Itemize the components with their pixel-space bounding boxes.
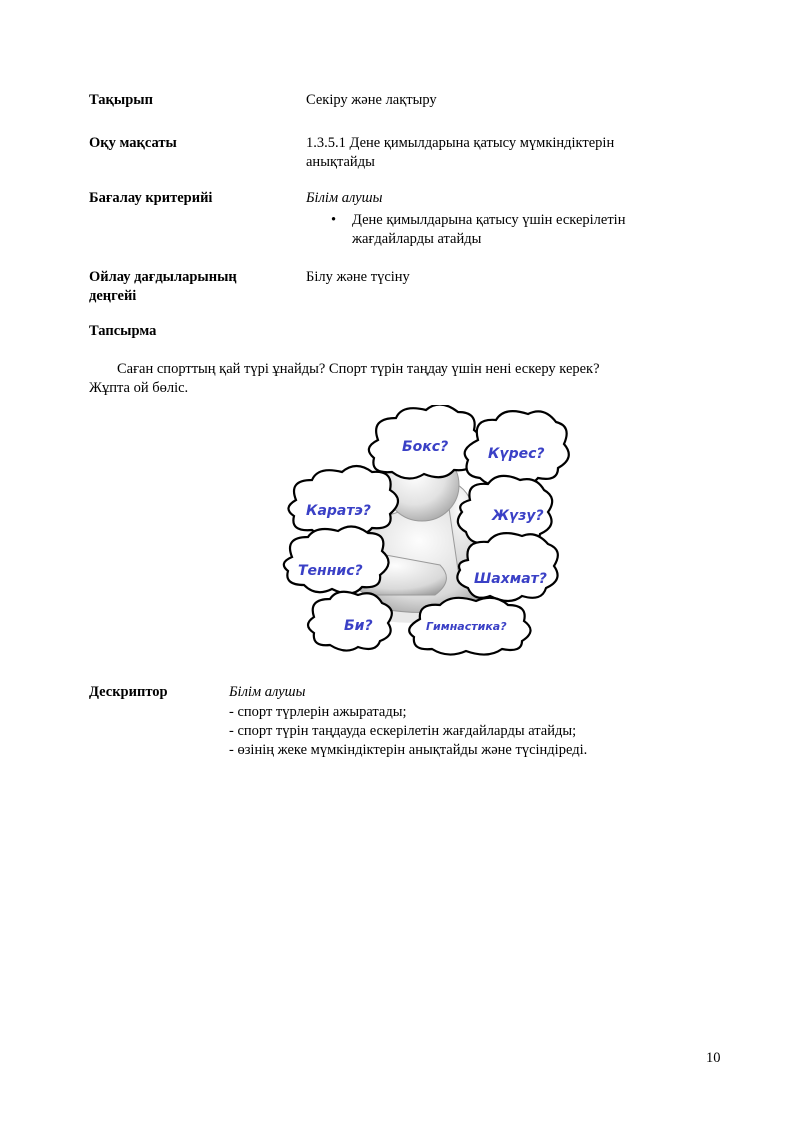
bubble-label-shakhmat: Шахмат? [474,571,547,587]
bubble-karate [288,466,398,537]
bubble-label-kures: Күрес? [488,446,545,462]
topic-value: Секіру және лақтыру [306,92,437,108]
thinking-label-line-1: Ойлау дағдыларының [89,269,237,285]
bubble-kures [465,411,569,485]
task-heading: Тапсырма [89,323,157,339]
descriptor-item-1: - спорт түрлерін ажыратады; [229,704,407,720]
objective-label: Оқу мақсаты [89,135,177,151]
bubble-label-karate: Каратэ? [306,503,371,519]
bubble-label-bi: Би? [344,618,373,634]
criteria-intro: Білім алушы [306,190,383,206]
page-number: 10 [706,1050,721,1066]
descriptor-item-3: - өзінің жеке мүмкіндіктерін анықтайды және түсіндіреді. [229,742,588,758]
objective-line-1: 1.3.5.1 Дене қимылдарына қатысу мүмкіндіктерін [306,135,615,151]
task-line-2: Жұпта ой бөліс. [89,380,189,396]
criteria-bullet-line-2: жағдайларды атайды [352,231,482,247]
bubble-label-zhuzu: Жүзу? [492,508,544,524]
bubble-gimnastika [409,598,530,655]
thinking-label-line-2: деңгейі [89,288,137,304]
criteria-bullet-line-1: Дене қимылдарына қатысу үшін ескерілетін [352,212,626,228]
bubble-shakhmat [457,533,558,601]
thinking-figure-illustration [270,405,570,675]
bullet-dot-icon: • [331,212,337,228]
topic-label: Тақырып [89,92,153,108]
thinking-value: Білу және түсіну [306,269,410,285]
bubble-boks [369,405,482,479]
bubble-tennis [284,526,389,593]
descriptor-intro: Білім алушы [229,684,306,700]
bubble-label-gimnastika: Гимнастика? [426,620,507,633]
task-line-1: Саған спорттың қай түрі ұнайды? Спорт түрін таңдау үшін нені ескеру керек? [117,361,600,377]
bubble-bi [308,592,392,651]
descriptor-item-2: - спорт түрін таңдауда ескерілетін жағдайларды атайды; [229,723,577,739]
descriptor-label: Дескриптор [89,684,168,700]
bubble-label-boks: Бокс? [402,439,449,455]
objective-line-2: анықтайды [306,154,375,170]
bubble-label-tennis: Теннис? [298,563,363,579]
criteria-label: Бағалау критерийі [89,190,213,206]
